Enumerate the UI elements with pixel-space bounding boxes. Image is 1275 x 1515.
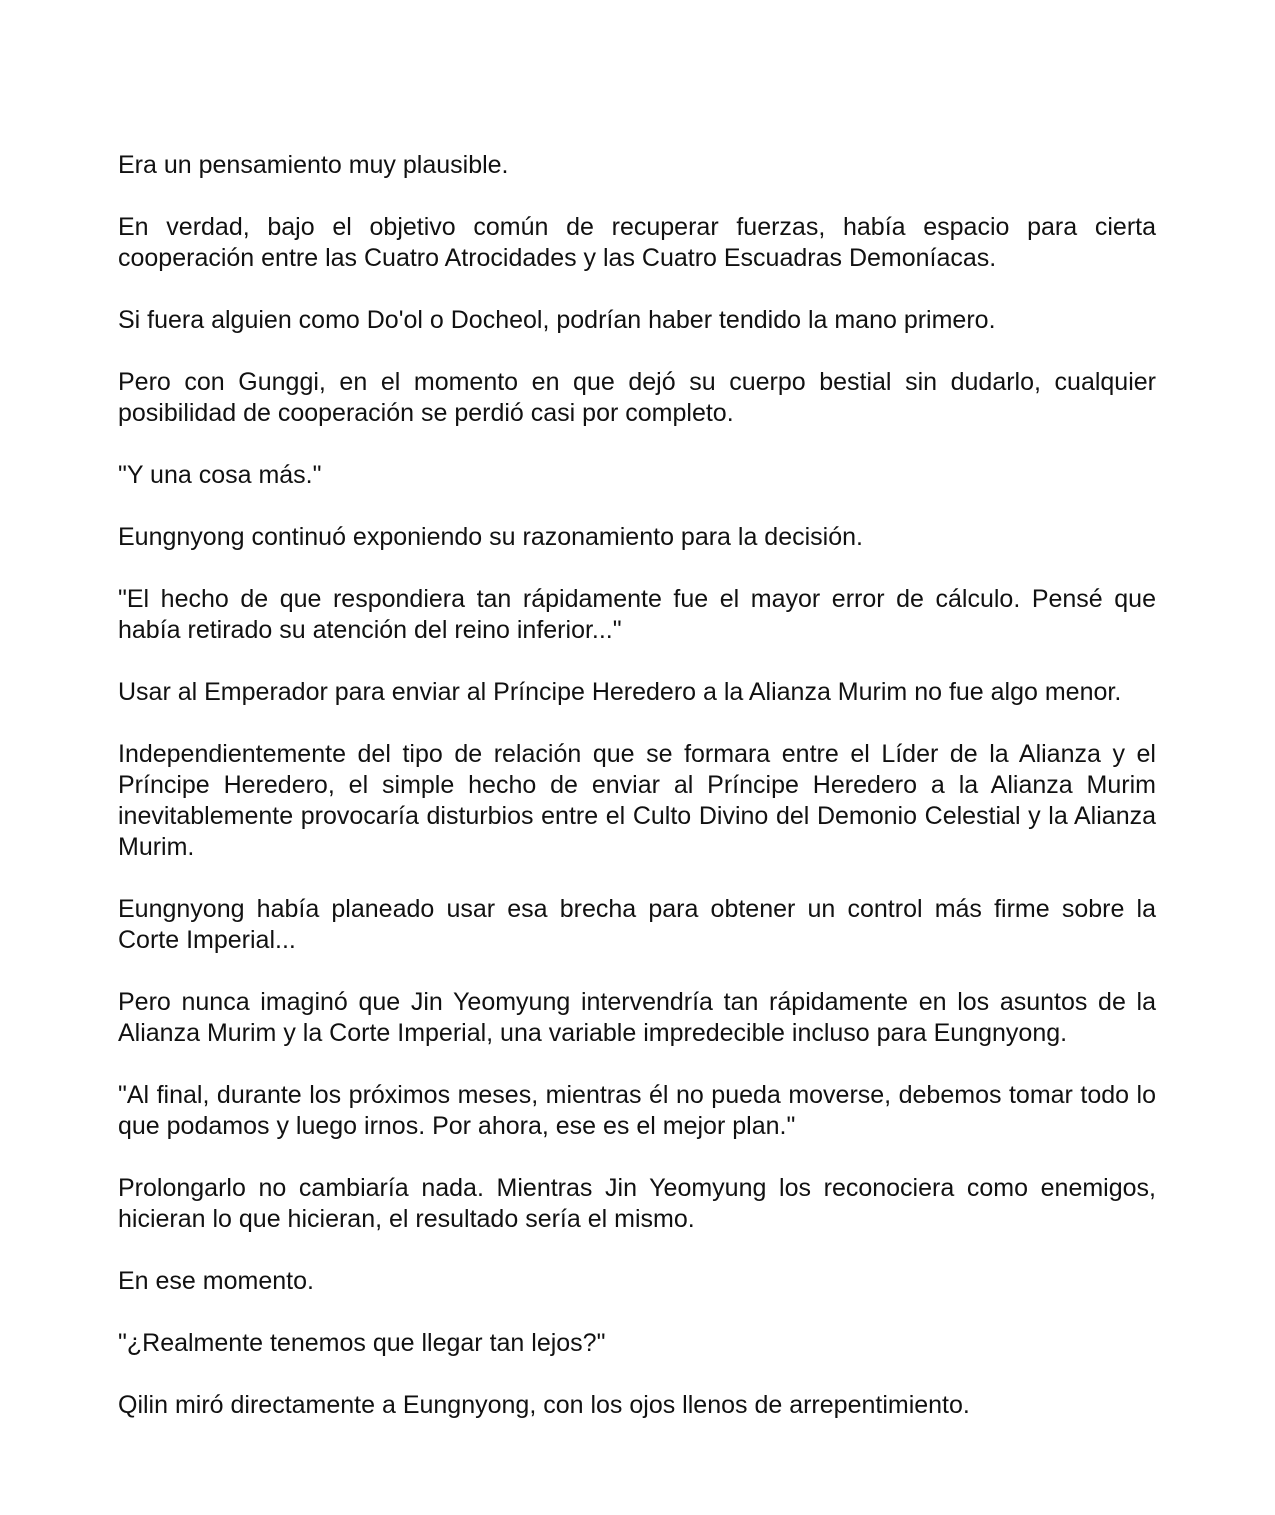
paragraph: Pero con Gunggi, en el momento en que dejó su cuerpo bestial sin dudarlo, cualquier posibilidad de cooperación se perdió casi por completo. bbox=[118, 368, 1156, 427]
document-page bbox=[118, 150, 1156, 1452]
paragraph: "El hecho de que respondiera tan rápidamente fue el mayor error de cálculo. Pensé que había retirado su atención del reino inferior..." bbox=[118, 585, 1156, 644]
paragraph: Pero nunca imaginó que Jin Yeomyung intervendría tan rápidamente en los asuntos de la Alianza Murim y la Corte Imperial, una variable impredecible incluso para Eungnyong. bbox=[118, 988, 1156, 1047]
paragraph: En ese momento. bbox=[118, 1267, 314, 1295]
paragraph: Eungnyong continuó exponiendo su razonamiento para la decisión. bbox=[118, 523, 863, 551]
paragraph: Usar al Emperador para enviar al Príncipe Heredero a la Alianza Murim no fue algo menor. bbox=[118, 678, 1122, 706]
paragraph: Independientemente del tipo de relación que se formara entre el Líder de la Alianza y el Príncipe Heredero, el simple hecho de enviar al Príncipe Heredero a la Alianza Murim inevitablemente provocaría disturbios entre el Culto Divino del Demonio Celestial y la Alianza Murim. bbox=[118, 740, 1156, 861]
paragraph: En verdad, bajo el objetivo común de recuperar fuerzas, había espacio para cierta cooperación entre las Cuatro Atrocidades y las Cuatro Escuadras Demoníacas. bbox=[118, 213, 1156, 272]
paragraph: Si fuera alguien como Do'ol o Docheol, podrían haber tendido la mano primero. bbox=[118, 306, 996, 334]
paragraph: "Y una cosa más." bbox=[118, 461, 322, 489]
paragraph: Eungnyong había planeado usar esa brecha para obtener un control más firme sobre la Corte Imperial... bbox=[118, 895, 1156, 954]
paragraph: "¿Realmente tenemos que llegar tan lejos?" bbox=[118, 1329, 606, 1357]
paragraph: Era un pensamiento muy plausible. bbox=[118, 151, 509, 179]
paragraph: Qilin miró directamente a Eungnyong, con los ojos llenos de arrepentimiento. bbox=[118, 1391, 970, 1419]
paragraph: Prolongarlo no cambiaría nada. Mientras Jin Yeomyung los reconociera como enemigos, hicieran lo que hicieran, el resultado sería el mismo. bbox=[118, 1174, 1156, 1233]
paragraph: "Al final, durante los próximos meses, mientras él no pueda moverse, debemos tomar todo lo que podamos y luego irnos. Por ahora, ese es el mejor plan." bbox=[118, 1081, 1156, 1140]
